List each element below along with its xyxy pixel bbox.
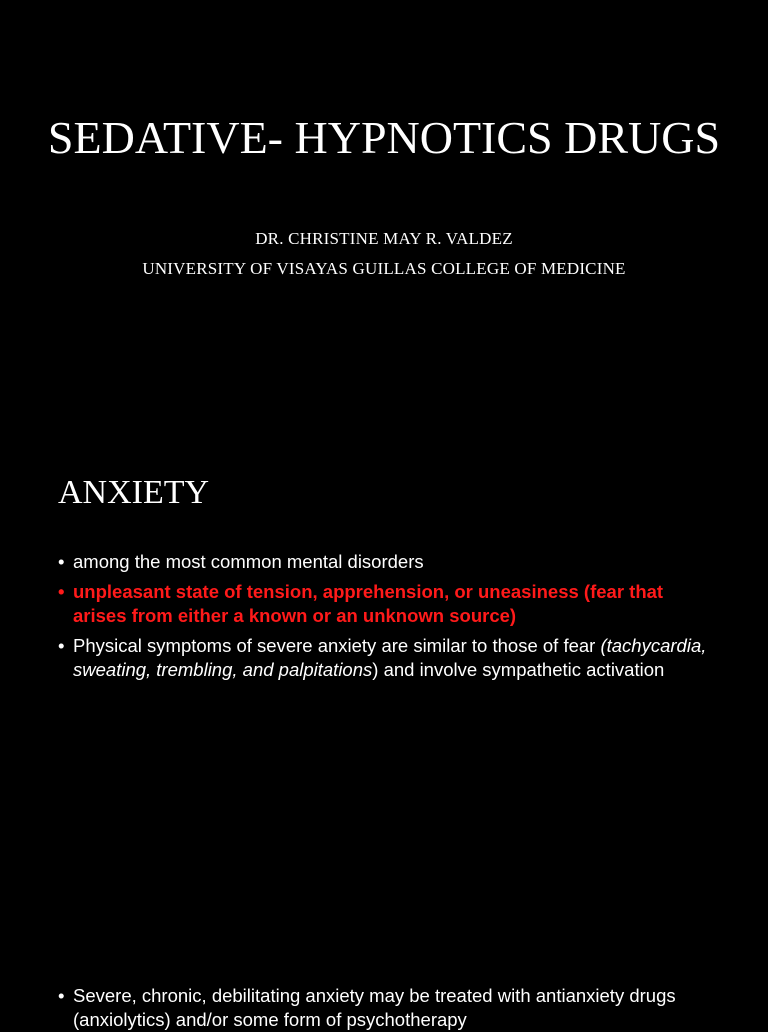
bullet-text-italic: (tachycardia, sweating, trembling, and palpitations [73, 635, 707, 680]
bullet-item-highlighted [58, 580, 718, 628]
bullet-icon: • [58, 551, 65, 572]
slide-heading: ANXIETY [58, 474, 210, 511]
author-name: DR. CHRISTINE MAY R. VALDEZ [255, 229, 513, 248]
bullet-icon: • [58, 581, 65, 602]
bullet-icon: • [58, 985, 65, 1006]
bullet-item [58, 550, 718, 574]
bullet-item [58, 984, 718, 1032]
bullet-list [58, 550, 718, 688]
bullet-text: Physical symptoms of severe anxiety are similar to those of fear [73, 635, 601, 656]
slide-title: SEDATIVE- HYPNOTICS DRUGS [47, 112, 721, 163]
bullet-item [58, 634, 718, 682]
bullet-text: ) and involve sympathetic activation [372, 659, 665, 680]
anxiety-slide [0, 434, 768, 1030]
title-slide [0, 0, 768, 434]
institution-name: UNIVERSITY OF VISAYAS GUILLAS COLLEGE OF MEDICINE [142, 259, 626, 278]
bullet-text: unpleasant state of tension, apprehension, or uneasiness (fear that arises from either a known or an unknown source) [73, 581, 664, 626]
bullet-icon: • [58, 635, 65, 656]
bullet-text: Severe, chronic, debilitating anxiety may be treated with antianxiety drugs (anxiolytics) and/or some form of psychotherapy [73, 985, 676, 1030]
bottom-bullet-list [58, 984, 718, 1032]
bullet-text: among the most common mental disorders [73, 551, 424, 572]
